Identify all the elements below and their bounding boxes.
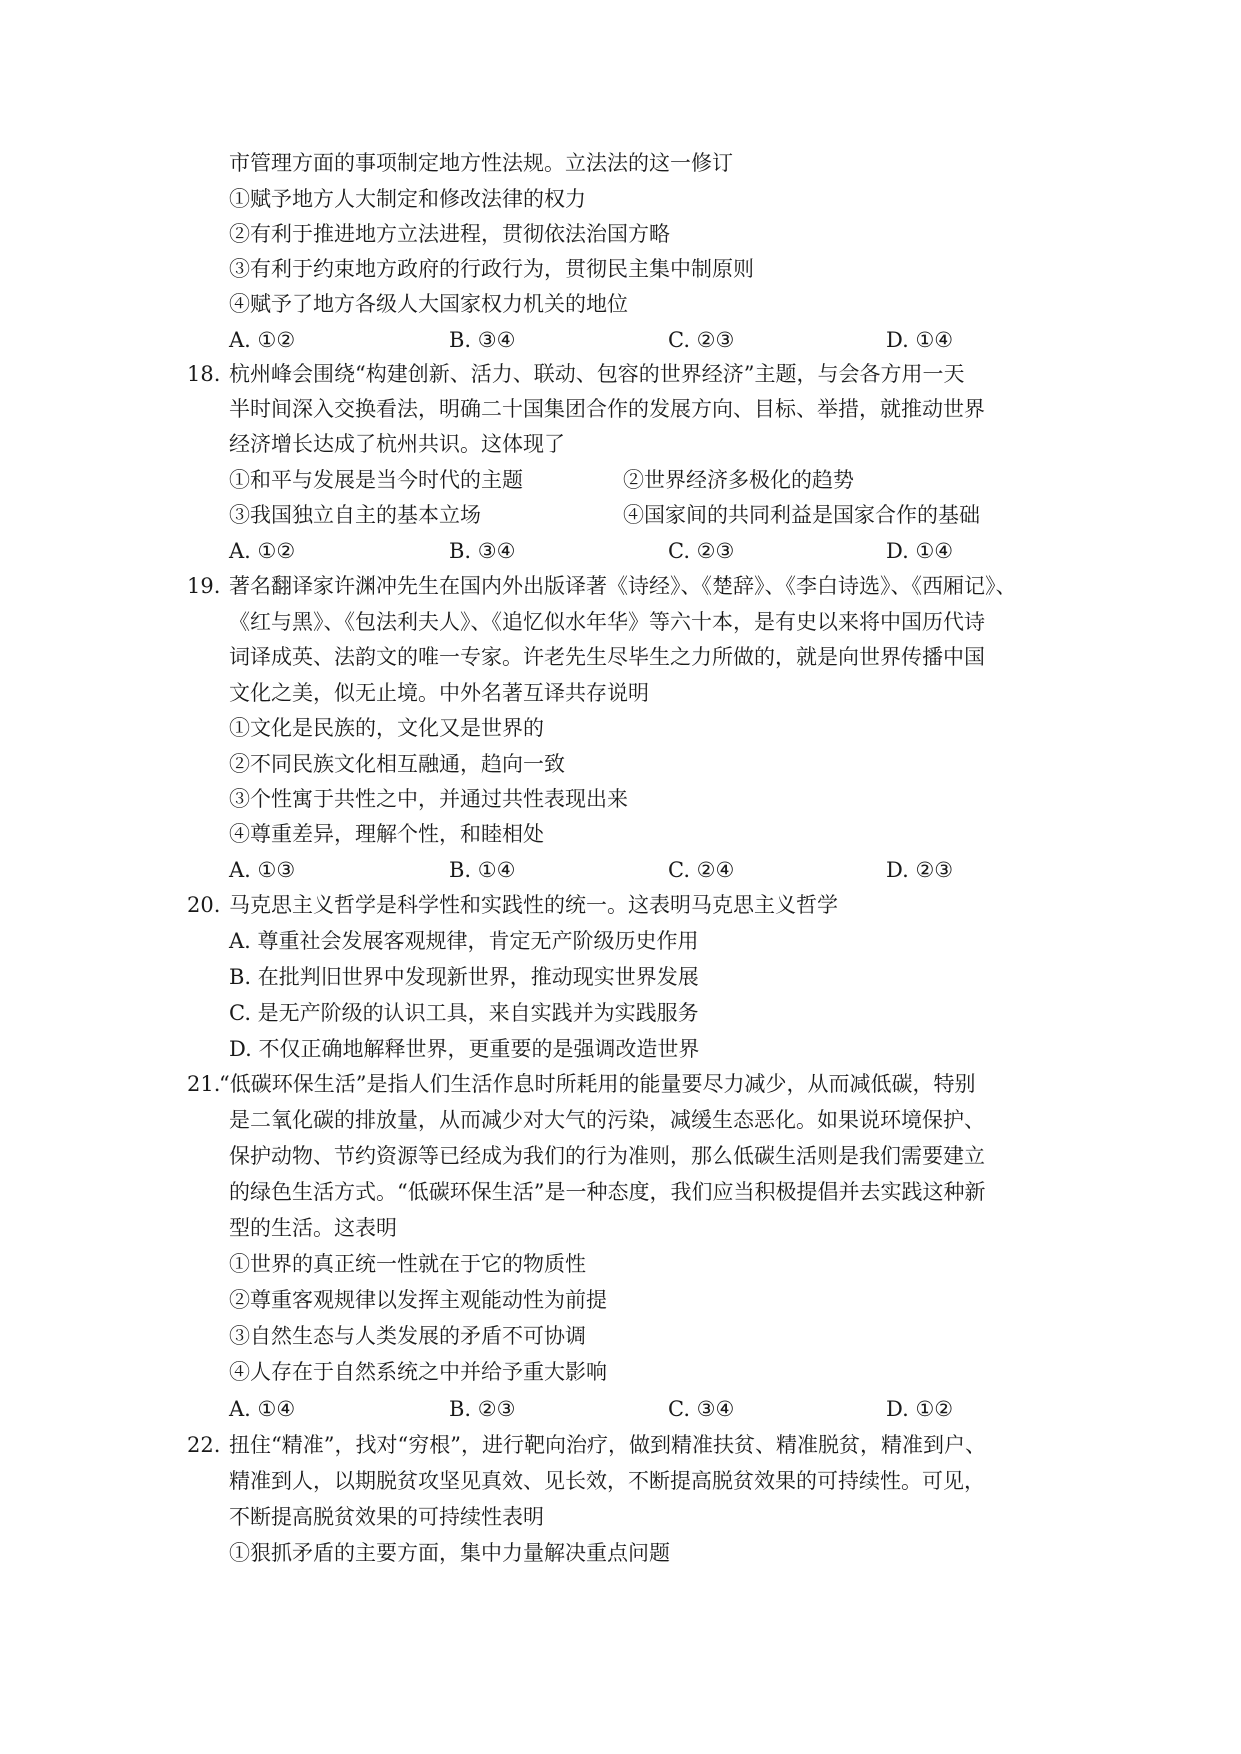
q22-stem-line: 扭住“精准”，找对“穷根”，进行靶向治疗，做到精准扶贫、精准脱贫，精准到户、 <box>229 1433 986 1457</box>
q18-item-4: ④国家间的共同利益是国家合作的基础 <box>623 503 980 527</box>
q20-stem-line: 马克思主义哲学是科学性和实践性的统一。这表明马克思主义哲学 <box>229 893 838 917</box>
q19-stem-line: 文化之美，似无止境。中外名著互译共存说明 <box>229 681 649 705</box>
q18-choice-c: C. ②③ <box>668 539 735 563</box>
q19-item: ①文化是民族的，文化又是世界的 <box>229 716 544 740</box>
q17-item: ④赋予了地方各级人大国家权力机关的地位 <box>229 292 628 316</box>
q18-stem-line: 杭州峰会围绕“构建创新、活力、联动、包容的世界经济”主题，与会各方用一天 <box>229 362 965 386</box>
q22-stem-line: 精准到人，以期脱贫攻坚见真效、见长效，不断提高脱贫效果的可持续性。可见， <box>229 1469 985 1493</box>
q17-stem-line: 市管理方面的事项制定地方性法规。立法法的这一修订 <box>229 151 733 175</box>
q19-stem-line: 词译成英、法韵文的唯一专家。许老先生尽毕生之力所做的，就是向世界传播中国 <box>229 645 985 669</box>
q21-choice-b: B. ②③ <box>449 1397 516 1421</box>
q18-choice-b: B. ③④ <box>449 539 516 563</box>
q19-item: ②不同民族文化相互融通，趋向一致 <box>229 752 565 776</box>
q20-number: 20. <box>187 893 221 917</box>
q17-choice-d: D. ①④ <box>886 328 954 352</box>
q22-item: ①狠抓矛盾的主要方面，集中力量解决重点问题 <box>229 1541 670 1565</box>
q21-stem-line: 是二氧化碳的排放量，从而减少对大气的污染，减缓生态恶化。如果说环境保护、 <box>229 1108 985 1132</box>
q21-number: 21. <box>187 1072 221 1096</box>
q21-item: ②尊重客观规律以发挥主观能动性为前提 <box>229 1288 607 1312</box>
q21-item: ④人存在于自然系统之中并给予重大影响 <box>229 1360 607 1384</box>
q21-stem-line: 型的生活。这表明 <box>229 1216 397 1240</box>
q20-option-d: D. 不仅正确地解释世界，更重要的是强调改造世界 <box>229 1037 700 1061</box>
q18-choice-a: A. ①② <box>229 539 296 563</box>
q17-item: ①赋予地方人大制定和修改法律的权力 <box>229 187 586 211</box>
q18-item-3: ③我国独立自主的基本立场 <box>229 503 481 527</box>
q19-item: ④尊重差异，理解个性，和睦相处 <box>229 822 544 846</box>
q22-stem-line: 不断提高脱贫效果的可持续性表明 <box>229 1505 544 1529</box>
q19-number: 19. <box>187 574 221 598</box>
q19-item: ③个性寓于共性之中，并通过共性表现出来 <box>229 787 628 811</box>
q18-stem-line: 半时间深入交换看法，明确二十国集团合作的发展方向、目标、举措，就推动世界 <box>229 397 985 421</box>
q17-choice-c: C. ②③ <box>668 328 735 352</box>
q21-item: ①世界的真正统一性就在于它的物质性 <box>229 1252 586 1276</box>
q20-option-c: C. 是无产阶级的认识工具，来自实践并为实践服务 <box>229 1001 699 1025</box>
q21-choice-a: A. ①④ <box>229 1397 296 1421</box>
q18-item-1: ①和平与发展是当今时代的主题 <box>229 468 523 492</box>
q18-choice-d: D. ①④ <box>886 539 954 563</box>
q19-stem-line: 《红与黑》、《包法利夫人》、《追忆似水年华》等六十本，是有史以来将中国历代诗 <box>229 610 985 634</box>
q21-stem-line: 保护动物、节约资源等已经成为我们的行为准则，那么低碳生活则是我们需要建立 <box>229 1144 985 1168</box>
q21-item: ③自然生态与人类发展的矛盾不可协调 <box>229 1324 586 1348</box>
q17-item: ②有利于推进地方立法进程，贯彻依法治国方略 <box>229 222 670 246</box>
q21-stem-line: “低碳环保生活”是指人们生活作息时所耗用的能量要尽力减少，从而减低碳，特别 <box>219 1072 976 1096</box>
q18-stem-line: 经济增长达成了杭州共识。这体现了 <box>229 432 565 456</box>
q19-choice-a: A. ①③ <box>229 858 296 882</box>
q17-item: ③有利于约束地方政府的行政行为，贯彻民主集中制原则 <box>229 257 754 281</box>
q19-choice-d: D. ②③ <box>886 858 954 882</box>
q20-option-b: B. 在批判旧世界中发现新世界，推动现实世界发展 <box>229 965 699 989</box>
q19-choice-c: C. ②④ <box>668 858 735 882</box>
q19-choice-b: B. ①④ <box>449 858 516 882</box>
q18-item-2: ②世界经济多极化的趋势 <box>623 468 854 492</box>
q18-number: 18. <box>187 362 221 386</box>
q20-option-a: A. 尊重社会发展客观规律，肯定无产阶级历史作用 <box>229 929 699 953</box>
q21-choice-d: D. ①② <box>886 1397 954 1421</box>
q17-choice-b: B. ③④ <box>449 328 516 352</box>
q21-choice-c: C. ③④ <box>668 1397 735 1421</box>
q21-stem-line: 的绿色生活方式。“低碳环保生活”是一种态度，我们应当积极提倡并去实践这种新 <box>229 1180 986 1204</box>
q22-number: 22. <box>187 1433 221 1457</box>
q19-stem-line: 著名翻译家许渊冲先生在国内外出版译著《诗经》、《楚辞》、《李白诗选》、《西厢记》、 <box>229 574 1017 598</box>
q17-choice-a: A. ①② <box>229 328 296 352</box>
